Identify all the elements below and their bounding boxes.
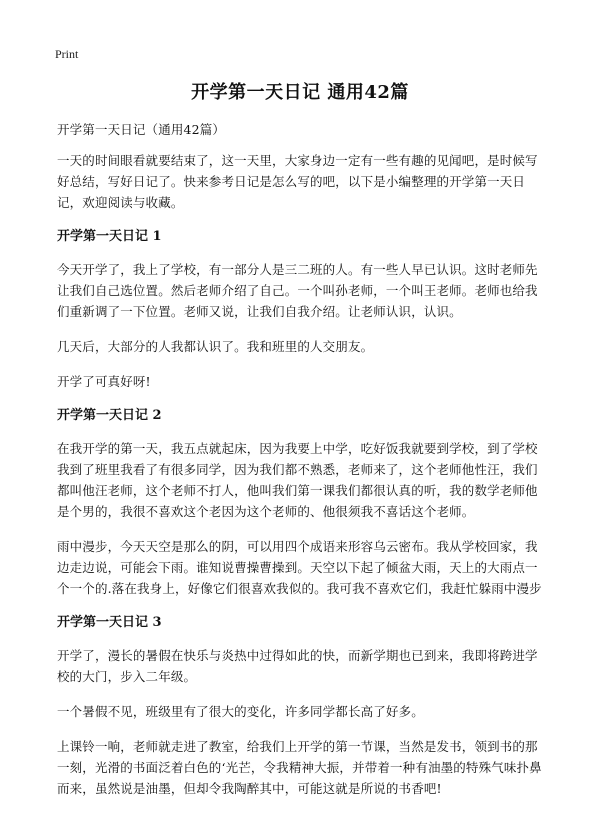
paragraph: 今天开学了，我上了学校，有一部分人是三二班的人。有一些人早已认识。这时老师先让我们自己选位置。然后老师介绍了自己。一个叫孙老师，一个叫王老师。老师也给我们重新调了一下位置。老师又说，让我们自我介绍。让老师认识，认识。: [57, 262, 538, 319]
intro-paragraph: 一天的时间眼看就要结束了，这一天里，大家身边一定有一些有趣的见闻吧，是时候写好总结，写好日记了。快来参考日记是怎么写的吧，以下是小编整理的开学第一天日记，欢迎阅读与收藏。: [57, 153, 538, 210]
print-link[interactable]: Print: [55, 47, 79, 61]
paragraph: 几天后，大部分的人我都认识了。我和班里的人交朋友。: [57, 339, 374, 354]
section-heading-2: 开学第一天日记 2: [57, 408, 162, 423]
section-heading-3: 开学第一天日记 3: [57, 615, 162, 630]
paragraph: 上课铃一响，老师就走进了教室，给我们上开学的第一节课，当然是发书，领到书的那一刻，光滑的书面泛着白色的‘光芒，令我精神大振，并带着一种有油墨的特殊气味扑鼻而来，虽然说是油墨，但却令我陶醉其中，可能这就是所说的书香吧!: [57, 739, 542, 796]
paragraph: 雨中漫步，今天天空是那么的阴，可以用四个成语来形容乌云密布。我从学校回家，我边走边说，可能会下雨。谁知说曹操曹操到。天空以下起了倾盆大雨，天上的大雨点一个一个的.落在我身上，好像它们很喜欢我似的。我可我不喜欢它们，我赶忙躲雨中漫步: [57, 539, 542, 596]
paragraph: 开学了，漫长的暑假在快乐与炎热中过得如此的快，而新学期也已到来，我即将跨进学校的大门，步入二年级。: [57, 648, 538, 684]
paragraph: 在我开学的第一天，我五点就起床，因为我要上中学，吃好饭我就要到学校，到了学校我到了班里我看了有很多同学，因为我们都不熟悉，老师来了，这个老师他性汪，我们都叫他汪老师，这个老师不打人，他叫我们第一课我们都很认真的听，我的数学老师他是个男的，我很不喜欢这个老因为这个老师的、他很须我不喜话这个老师。: [57, 441, 538, 519]
section-heading-1: 开学第一天日记 1: [57, 229, 162, 244]
article-body: [57, 119, 547, 813]
page-title: 开学第一天日记 通用42篇: [191, 82, 409, 103]
paragraph: 开学了可真好呀!: [57, 374, 151, 389]
paragraph: 一个暑假不见，班级里有了很大的变化，许多同学都长高了好多。: [57, 704, 424, 719]
article-subtitle: 开学第一天日记（通用42篇）: [57, 122, 226, 137]
